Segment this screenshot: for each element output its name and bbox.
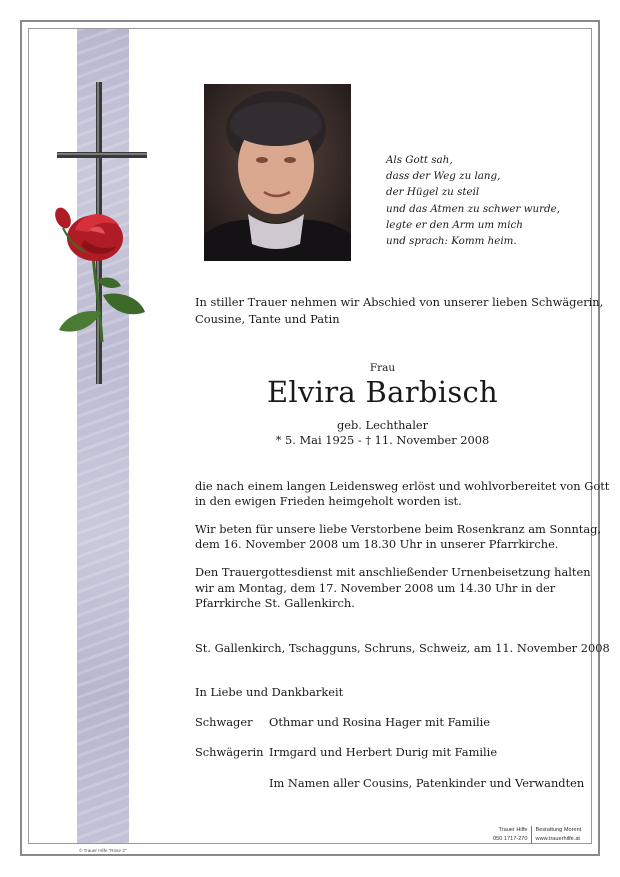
birth-name: geb. Lechthaler bbox=[336, 418, 429, 432]
paragraph-1-line-2: in den ewigen Frieden heimgeholt worden ist. bbox=[195, 494, 462, 508]
salutation: Frau bbox=[369, 362, 396, 374]
mourner-names: Othmar und Rosina Hager mit Familie bbox=[269, 715, 491, 729]
poem bbox=[386, 152, 586, 249]
mourners-heading: In Liebe und Dankbarkeit bbox=[195, 685, 344, 699]
brand-bestattung: Bestattung Morent bbox=[535, 827, 582, 833]
intro-line-2: Cousine, Tante und Patin bbox=[195, 312, 340, 326]
place-and-date: St. Gallenkirch, Tschagguns, Schruns, Schweiz, am 11. November 2008 bbox=[195, 641, 610, 655]
mourner-relation: Schwägerin bbox=[195, 745, 264, 759]
brand-website: www.trauerhilfe.at bbox=[535, 836, 580, 842]
poem-line: dass der Weg zu lang, bbox=[386, 170, 501, 183]
poem-line: Als Gott sah, bbox=[386, 154, 453, 166]
poem-line: und sprach: Komm heim. bbox=[386, 235, 517, 248]
mourner-names: Irmgard und Herbert Durig mit Familie bbox=[269, 745, 498, 759]
trauer-hilfe-logo bbox=[493, 826, 532, 844]
paragraph-2-line-2: dem 16. November 2008 um 18.30 Uhr in unserer Pfarrkirche. bbox=[195, 537, 559, 551]
poem-line: legte er den Arm um mich bbox=[386, 218, 523, 231]
intro-line-1: In stiller Trauer nehmen wir Abschied von unserer lieben Schwägerin, bbox=[195, 295, 604, 309]
poem-line: der Hügel zu steil bbox=[386, 186, 480, 199]
paragraph-3-line-2: wir am Montag, dem 17. November 2008 um 14.30 Uhr in der bbox=[195, 581, 556, 595]
poem-line: und das Atmen zu schwer wurde, bbox=[386, 202, 561, 215]
deceased-name: Elvira Barbisch bbox=[266, 375, 499, 409]
paragraph-2-line-1: Wir beten für unsere liebe Verstorbene beim Rosenkranz am Sonntag, bbox=[195, 522, 602, 536]
paragraph-3-line-3: Pfarrkirche St. Gallenkirch. bbox=[195, 596, 355, 610]
portrait-photo bbox=[204, 84, 351, 261]
mourner-relation: Schwager bbox=[195, 715, 253, 729]
cross-with-rose-image bbox=[45, 80, 155, 390]
brand-phone: 050 1717-270 bbox=[493, 836, 528, 842]
copyright-note: © Trauer Hilfe "Rose 3" bbox=[79, 848, 127, 853]
brand-trauer-hilfe: Trauer Hilfe bbox=[498, 827, 528, 833]
life-dates: * 5. Mai 1925 - † 11. November 2008 bbox=[275, 433, 490, 447]
paragraph-3-line-1: Den Trauergottesdienst mit anschließender Urnenbeisetzung halten bbox=[195, 565, 591, 579]
mourner-names: Im Namen aller Cousins, Patenkinder und Verwandten bbox=[269, 776, 585, 790]
bestattung-logo bbox=[536, 826, 582, 844]
footer-logos bbox=[493, 826, 581, 844]
paragraph-1-line-1: die nach einem langen Leidensweg erlöst und wohlvorbereitet von Gott bbox=[195, 479, 610, 493]
